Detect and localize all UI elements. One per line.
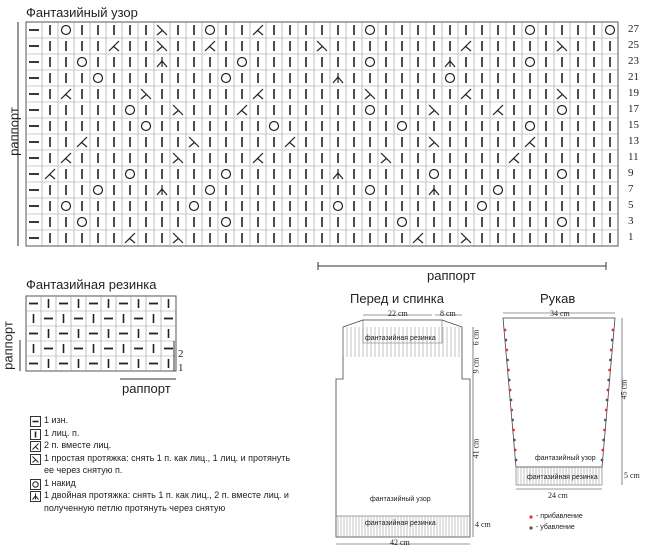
main-row-number: 19 xyxy=(628,87,639,99)
legend-row xyxy=(30,428,79,440)
sleeve-increase-legend: - прибавление xyxy=(536,513,583,520)
main-row-number: 17 xyxy=(628,103,639,115)
sleeve-dim-height: 45 cm xyxy=(619,379,629,400)
legend-text: 1 простая протяжка: снять 1 п. как лиц., 1 лиц. и протянуть xyxy=(44,452,291,463)
front-back-dim-hem: 4 cm xyxy=(475,520,491,529)
legend-text: 1 лиц. п. xyxy=(44,427,80,438)
front-back-dim-arm: 9 cm xyxy=(471,357,481,374)
sleeve-decrease-legend: - убавление xyxy=(536,524,575,531)
main-row-number: 21 xyxy=(628,71,639,83)
rib-row-number: 1 xyxy=(178,362,184,374)
main-pattern-chart xyxy=(18,22,618,270)
front-back-pattern-label: фантазийный узор xyxy=(370,496,431,503)
legend-row xyxy=(30,440,111,452)
sleeve-rib-label: фантазийная резинка xyxy=(527,474,598,481)
skp-symbol-icon xyxy=(30,454,41,465)
main-chart-bottom-label: раппорт xyxy=(427,268,476,283)
rib-chart-bottom-label: раппорт xyxy=(122,381,171,396)
legend-row xyxy=(30,453,290,465)
legend-row xyxy=(30,490,289,502)
front-back-schematic xyxy=(336,315,473,544)
main-row-number: 27 xyxy=(628,23,639,35)
main-row-number: 3 xyxy=(628,215,634,227)
legend-row xyxy=(30,503,225,515)
front-back-dim-neck: 6 cm xyxy=(471,329,481,346)
legend-row xyxy=(30,465,122,477)
main-row-number: 9 xyxy=(628,167,634,179)
legend-row xyxy=(30,415,68,427)
rib-pattern-chart xyxy=(20,296,176,379)
rib-row-number: 2 xyxy=(178,348,184,360)
main-row-number: 11 xyxy=(628,151,639,163)
sleeve-dim-top: 34 cm xyxy=(550,309,570,318)
main-chart-side-label: раппорт xyxy=(6,107,22,156)
legend-text: полученную петлю протянуть через снятую xyxy=(44,502,226,513)
knit-symbol-icon xyxy=(30,429,41,440)
front-back-rib-label: фантазийная резинка xyxy=(365,335,436,342)
front-back-title: Перед и спинка xyxy=(350,291,445,306)
legend-text: 1 изн. xyxy=(44,415,69,425)
front-back-dim-top: 22 cm xyxy=(388,309,408,318)
front-back-dim-body: 41 cm xyxy=(471,438,481,459)
main-row-number: 5 xyxy=(628,199,634,211)
front-back-bottom-rib-label: фантазийная резинка xyxy=(365,520,436,527)
sleeve-title: Рукав xyxy=(540,291,576,306)
main-row-number: 1 xyxy=(628,231,634,243)
legend-text: 1 двойная протяжка: снять 1 п. как лиц., 2 п. вместе лиц. и xyxy=(44,490,289,500)
yarn-over-symbol-icon xyxy=(30,479,41,490)
main-row-number: 13 xyxy=(628,135,639,147)
sleeve-dim-bottom: 24 cm xyxy=(548,491,568,500)
k2tog-symbol-icon xyxy=(30,441,41,452)
legend-text: 2 п. вместе лиц. xyxy=(44,440,112,450)
main-row-number: 15 xyxy=(628,119,639,131)
legend-text: ее через снятую п. xyxy=(44,465,123,475)
sleeve-pattern-label: фантазийный узор xyxy=(535,455,596,462)
legend-row xyxy=(30,478,76,490)
double-decrease-symbol-icon xyxy=(30,491,41,502)
rib-chart-side-label: раппорт xyxy=(0,321,16,370)
front-back-dim-shoulder: 8 cm xyxy=(440,309,456,318)
sleeve-dim-cuff: 5 cm xyxy=(624,471,640,480)
main-chart-title: Фантазийный узор xyxy=(26,5,138,20)
main-row-number: 7 xyxy=(628,183,634,195)
front-back-dim-width: 42 cm xyxy=(390,538,410,547)
main-row-number: 23 xyxy=(628,55,639,67)
legend-text: 1 накид xyxy=(44,477,76,488)
main-row-number: 25 xyxy=(628,39,639,51)
purl-symbol-icon xyxy=(30,416,41,427)
rib-chart-title: Фантазийная резинка xyxy=(26,277,157,292)
